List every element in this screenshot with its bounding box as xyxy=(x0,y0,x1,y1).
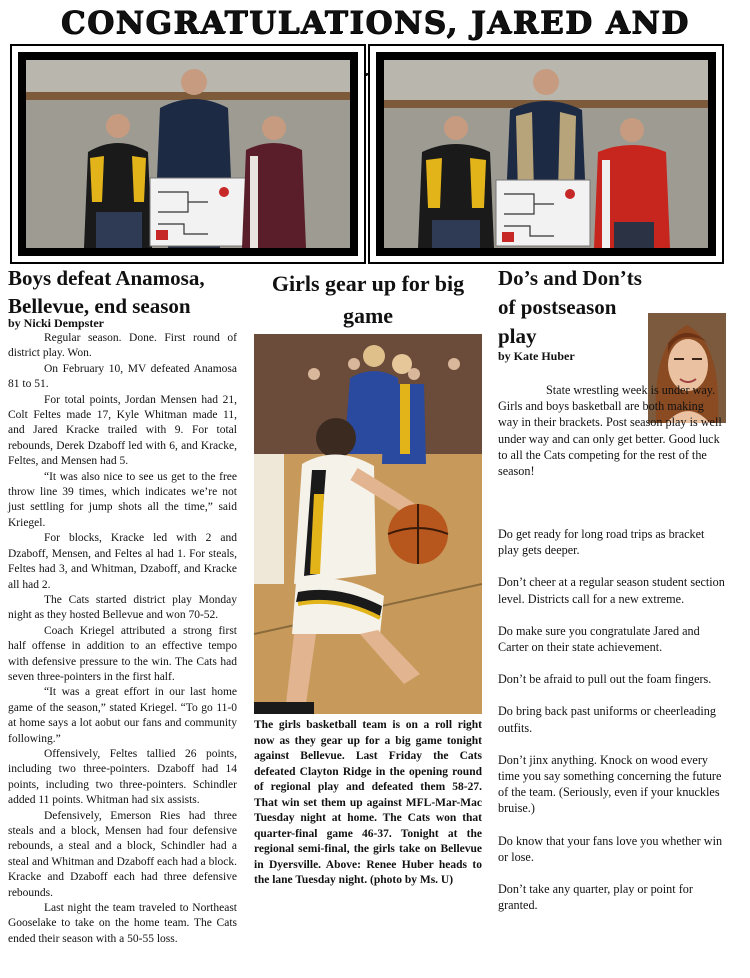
girls-story-header xyxy=(254,268,482,332)
dos-donts-item: Don’t cheer at a regular season student section level. Districts call for a new extreme. xyxy=(498,575,725,606)
dos-donts-intro: State wrestling week is under way. Girls and boys basketball are both making way in their brackets. Post season play is well under way and can only get better. Good luck to all the Cats competing for the rest of the season! xyxy=(498,383,722,479)
boys-story-paragraph: “It was a great effort in our last home game of the season,” stated Kriegel. “To go 11-0 at home says a lot aobut our fans and community following.” xyxy=(8,686,237,745)
boys-story-paragraph: The Cats started district play Monday night as they hosted Bellevue and won 70-52. xyxy=(8,593,237,622)
boys-story-paragraph: For total points, Jordan Mensen had 21, Colt Feltes made 17, Kyle Whitman made 11, and Jared Kracke trailed with 9. For total rebounds, Derek Dzaboff led with 6, and Kracke, Feltes, and Mensen had 5. xyxy=(8,393,237,468)
dos-donts-item: Do bring back past uniforms or cheerleading outfits. xyxy=(498,704,716,735)
dos-donts-item: Don’t be afraid to pull out the foam fingers. xyxy=(498,672,712,687)
boys-story-paragraph: For blocks, Kracke led with 2 and Dzaboff, Mensen, and Feltes al had 1. For steals, Feltes had 3, and Whitman, Dzaboff, and Kracke all had 2. xyxy=(8,532,237,591)
dos-donts-headline-text: Do’s and Don’ts of postseason play xyxy=(498,266,642,348)
dos-donts-item: Do get ready for long road trips as bracket play gets deeper. xyxy=(498,527,705,558)
boys-story-headline: Boys defeat Anamosa, Bellevue, end season xyxy=(8,266,205,318)
dos-donts-headline xyxy=(498,264,648,351)
wrestlers-photo-right-image xyxy=(376,52,716,256)
dos-donts-byline: by Kate Huber xyxy=(498,349,575,363)
boys-story-body xyxy=(8,331,237,947)
wrestlers-photo-left xyxy=(10,44,366,264)
wrestlers-photo-right xyxy=(368,44,724,264)
dos-donts-list xyxy=(498,526,726,929)
boys-story-paragraph: Last night the team traveled to Northeast Gooselake to take on the home team. The Cats ended their season with a 50-55 loss. xyxy=(8,902,237,945)
boys-story-paragraph: Offensively, Feltes tallied 26 points, including two three-pointers. Dzaboff had 14 points, including two three-pointers. Schindler added 11 points. Whitman had six assists. xyxy=(8,747,237,807)
girls-story-headline: Girls gear up for big game xyxy=(271,271,465,328)
girls-photo-caption: The girls basketball team is on a roll right now as they gear up for a big game tonight against Bellevue. Last Friday the Cats defeated Clayton Ridge in the opening round of regional play and defeated them 58-27. That win set them up against MFL-Mar-Mac Tuesday night at home. The Cats won that quarter-final game 46-37. Tonight at the regional semi-final, the girls take on Bellevue in Dyersville. Above: Renee Huber heads to the lane Tuesday night. (photo by Ms. U) xyxy=(254,719,482,886)
boys-story-paragraph: On February 10, MV defeated Anamosa 81 to 51. xyxy=(8,362,237,391)
boys-story-paragraph: Regular season. Done. First round of district play. Won. xyxy=(8,332,237,360)
wrestlers-photo-left-image xyxy=(18,52,358,256)
dos-donts-item: Do know that your fans love you whether win or lose. xyxy=(498,833,723,864)
girls-basketball-photo-image xyxy=(254,334,482,714)
dos-donts-item: Do make sure you congratulate Jared and Carter on their state achievement. xyxy=(498,623,700,655)
boys-story-paragraph: Coach Kriegel attributed a strong first half offense in addition to an effective tempo with defensive pressure to the win. The Cats had seven three-pointers in the first half. xyxy=(8,624,237,683)
girls-basketball-photo xyxy=(254,334,482,714)
boys-story-byline: by Nicki Dempster xyxy=(8,316,104,330)
dos-donts-item: Don’t take any quarter, play or point for granted. xyxy=(498,882,693,913)
dos-donts-item: Don’t jinx anything. Knock on wood every time you say something concerning the future of the team. (Seriously, even if your knuckles bruise.) xyxy=(498,752,722,816)
boys-story-paragraph: Defensively, Emerson Ries had three steals and a block, Mensen had four defensive rebounds, a steal and a block, Schindler had a steal and Whitman and Dzaboff each had a block. Kracke and Dzaboff each had three defensive rebounds. xyxy=(8,809,237,899)
dos-donts-header xyxy=(498,264,648,363)
dos-donts-intro-block xyxy=(498,382,726,479)
boys-story-header xyxy=(8,264,240,330)
boys-story-paragraph: “It was also nice to see us get to the free throw line 39 times, which indicates we’re not just settling for jump shots all the time,” said Kriegel. xyxy=(8,470,237,529)
page-banner: CONGRATULATIONS, JARED AND xyxy=(60,5,690,41)
